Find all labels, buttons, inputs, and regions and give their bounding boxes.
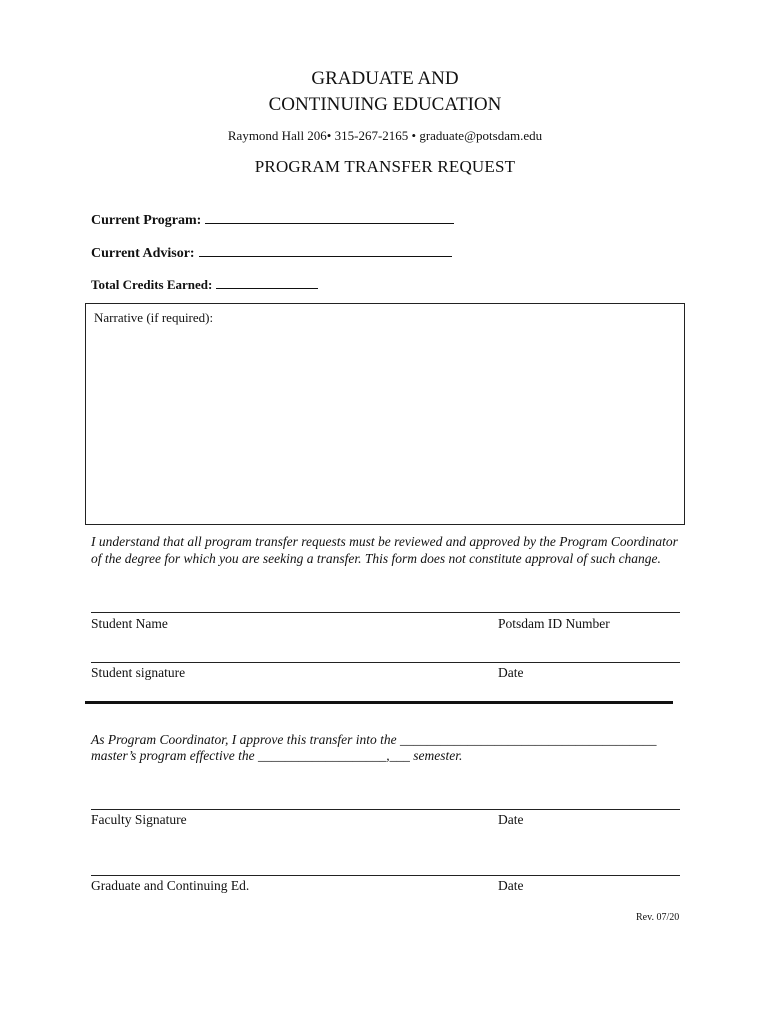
approval-line-2: master’s program effective the ___________________,___ semester. <box>91 748 463 763</box>
revision-note: Rev. 07/20 <box>636 912 680 923</box>
student-signature-label: Student signature <box>91 665 186 680</box>
faculty-signature-line[interactable] <box>91 809 680 810</box>
contact-info: Raymond Hall 206• 315-267-2165 • graduate@potsdam.edu <box>227 128 543 143</box>
form-title: PROGRAM TRANSFER REQUEST <box>254 157 516 176</box>
current-advisor-field[interactable] <box>199 242 452 257</box>
current-program-label: Current Program: <box>91 213 202 228</box>
acknowledgement-statement: I understand that all program transfer requests must be reviewed and approved by the Program Coordinator of the degree for which you are seeking a transfer. This form does not constitute approval of such change. <box>91 534 678 566</box>
title-line-2: CONTINUING EDUCATION <box>268 94 502 115</box>
grad-ed-signature-line[interactable] <box>91 875 680 876</box>
title-line-1: GRADUATE AND <box>311 68 459 89</box>
date-label-1: Date <box>498 665 524 680</box>
student-signature-line[interactable] <box>91 662 680 663</box>
current-program-row <box>91 209 454 229</box>
potsdam-id-label: Potsdam ID Number <box>498 616 610 631</box>
total-credits-field[interactable] <box>216 274 318 289</box>
section-divider <box>85 701 673 704</box>
narrative-box[interactable] <box>85 303 685 525</box>
total-credits-label: Total Credits Earned: <box>91 277 213 292</box>
narrative-label: Narrative (if required): <box>94 310 214 325</box>
date-label-2: Date <box>498 812 524 827</box>
date-label-3: Date <box>498 878 524 893</box>
student-name-line[interactable] <box>91 612 680 613</box>
approval-line-1: As Program Coordinator, I approve this transfer into the ______________________________________ <box>91 732 657 747</box>
student-name-label: Student Name <box>91 616 168 631</box>
total-credits-row <box>91 274 318 294</box>
grad-ed-label: Graduate and Continuing Ed. <box>91 878 250 893</box>
current-program-field[interactable] <box>205 209 454 224</box>
current-advisor-row <box>91 242 452 262</box>
faculty-signature-label: Faculty Signature <box>91 812 187 827</box>
current-advisor-label: Current Advisor: <box>91 246 195 261</box>
